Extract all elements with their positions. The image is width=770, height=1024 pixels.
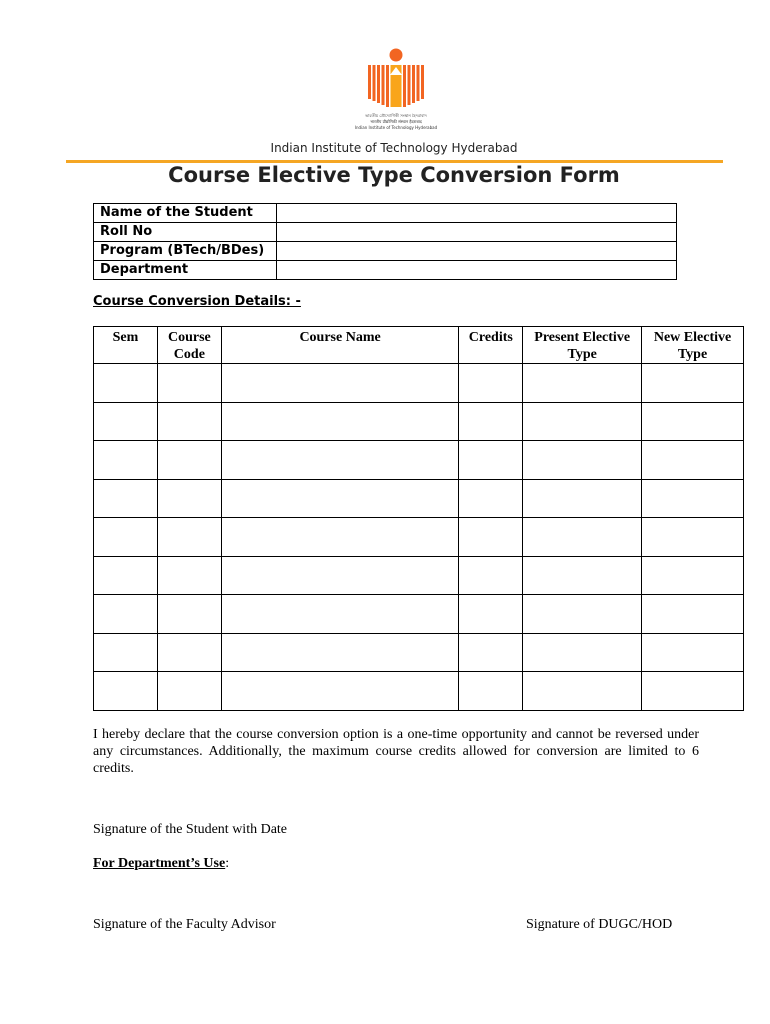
new-elective-type-cell[interactable] xyxy=(642,364,744,403)
credits-cell[interactable] xyxy=(459,595,523,634)
course-code-cell[interactable] xyxy=(157,364,221,403)
course-row xyxy=(94,633,744,672)
iith-logo-emblem xyxy=(351,45,441,115)
declaration-text: I hereby declare that the course conversion option is a one-time opportunity and cannot be reversed under any circumstances. Additionally, the maximum course credits allowed for conversion are limited to 6 credits. xyxy=(93,727,699,776)
sem-cell[interactable] xyxy=(94,672,158,711)
program-field[interactable] xyxy=(277,242,677,261)
credits-cell[interactable] xyxy=(459,633,523,672)
faculty-advisor-signature-label: Signature of the Faculty Advisor xyxy=(93,917,276,932)
course-row xyxy=(94,518,744,557)
present-elective-type-cell[interactable] xyxy=(523,364,642,403)
header-credits: Credits xyxy=(459,327,523,364)
course-name-cell[interactable] xyxy=(221,633,459,672)
student-name-field[interactable] xyxy=(277,204,677,223)
course-code-cell[interactable] xyxy=(157,595,221,634)
course-name-cell[interactable] xyxy=(221,518,459,557)
new-elective-type-cell[interactable] xyxy=(642,479,744,518)
student-info-table xyxy=(93,203,677,280)
present-elective-type-cell[interactable] xyxy=(523,672,642,711)
sem-cell[interactable] xyxy=(94,441,158,480)
sem-cell[interactable] xyxy=(94,518,158,557)
course-code-cell[interactable] xyxy=(157,672,221,711)
logo-text-bengali: ভারতীয় প্রৌদ্যোগিকী সংস্থান হৈদরাবাদ xyxy=(365,113,427,118)
course-name-cell[interactable] xyxy=(221,595,459,634)
new-elective-type-cell[interactable] xyxy=(642,672,744,711)
course-table-body xyxy=(94,364,744,711)
course-name-cell[interactable] xyxy=(221,441,459,480)
new-elective-type-cell[interactable] xyxy=(642,595,744,634)
present-elective-type-cell[interactable] xyxy=(523,479,642,518)
course-name-cell[interactable] xyxy=(221,402,459,441)
course-code-cell[interactable] xyxy=(157,479,221,518)
roll-no-label: Roll No xyxy=(94,223,277,242)
sem-cell[interactable] xyxy=(94,364,158,403)
course-code-cell[interactable] xyxy=(157,633,221,672)
roll-no-field[interactable] xyxy=(277,223,677,242)
new-elective-type-cell[interactable] xyxy=(642,633,744,672)
form-title: Course Elective Type Conversion Form xyxy=(168,163,620,187)
department-use-heading xyxy=(93,856,229,872)
course-name-cell[interactable] xyxy=(221,556,459,595)
sem-cell[interactable] xyxy=(94,402,158,441)
credits-cell[interactable] xyxy=(459,402,523,441)
course-code-cell[interactable] xyxy=(157,518,221,557)
course-row xyxy=(94,364,744,403)
present-elective-type-cell[interactable] xyxy=(523,556,642,595)
sem-cell[interactable] xyxy=(94,556,158,595)
header-course-code: Course Code xyxy=(157,327,221,364)
course-row xyxy=(94,479,744,518)
header-present-elective-type: Present Elective Type xyxy=(523,327,642,364)
course-row xyxy=(94,556,744,595)
program-label: Program (BTech/BDes) xyxy=(94,242,277,261)
course-row xyxy=(94,595,744,634)
credits-cell[interactable] xyxy=(459,672,523,711)
logo-text-hindi: भारतीय प्रौद्योगिकी संस्थान हैदराबाद xyxy=(370,119,422,124)
new-elective-type-cell[interactable] xyxy=(642,556,744,595)
new-elective-type-cell[interactable] xyxy=(642,518,744,557)
course-name-cell[interactable] xyxy=(221,364,459,403)
course-code-cell[interactable] xyxy=(157,402,221,441)
course-table xyxy=(93,326,744,711)
course-code-cell[interactable] xyxy=(157,441,221,480)
department-label: Department xyxy=(94,261,277,280)
credits-cell[interactable] xyxy=(459,364,523,403)
institute-name: Indian Institute of Technology Hyderabad xyxy=(270,141,518,155)
department-use-label: For Department’s Use xyxy=(93,856,226,871)
sem-cell[interactable] xyxy=(94,633,158,672)
department-field[interactable] xyxy=(277,261,677,280)
student-field-row xyxy=(94,242,677,261)
course-code-cell[interactable] xyxy=(157,556,221,595)
course-row xyxy=(94,441,744,480)
credits-cell[interactable] xyxy=(459,556,523,595)
credits-cell[interactable] xyxy=(459,441,523,480)
student-field-row xyxy=(94,204,677,223)
course-row xyxy=(94,402,744,441)
dugc-hod-signature-label: Signature of DUGC/HOD xyxy=(526,917,673,932)
iith-logo xyxy=(351,45,441,135)
course-table-header xyxy=(94,327,744,364)
student-name-label: Name of the Student xyxy=(94,204,277,223)
sem-cell[interactable] xyxy=(94,595,158,634)
student-field-row xyxy=(94,223,677,242)
present-elective-type-cell[interactable] xyxy=(523,441,642,480)
student-field-row xyxy=(94,261,677,280)
course-row xyxy=(94,672,744,711)
present-elective-type-cell[interactable] xyxy=(523,633,642,672)
course-name-cell[interactable] xyxy=(221,672,459,711)
new-elective-type-cell[interactable] xyxy=(642,402,744,441)
department-use-colon: : xyxy=(225,856,230,871)
header-sem: Sem xyxy=(94,327,158,364)
sem-cell[interactable] xyxy=(94,479,158,518)
present-elective-type-cell[interactable] xyxy=(523,595,642,634)
credits-cell[interactable] xyxy=(459,518,523,557)
header-course-name: Course Name xyxy=(221,327,459,364)
student-signature-label: Signature of the Student with Date xyxy=(93,822,288,837)
present-elective-type-cell[interactable] xyxy=(523,402,642,441)
course-conversion-heading: Course Conversion Details: - xyxy=(93,294,301,309)
present-elective-type-cell[interactable] xyxy=(523,518,642,557)
credits-cell[interactable] xyxy=(459,479,523,518)
logo-text-english: Indian Institute of Technology Hyderabad xyxy=(354,125,438,130)
course-name-cell[interactable] xyxy=(221,479,459,518)
header-new-elective-type: New Elective Type xyxy=(642,327,744,364)
new-elective-type-cell[interactable] xyxy=(642,441,744,480)
